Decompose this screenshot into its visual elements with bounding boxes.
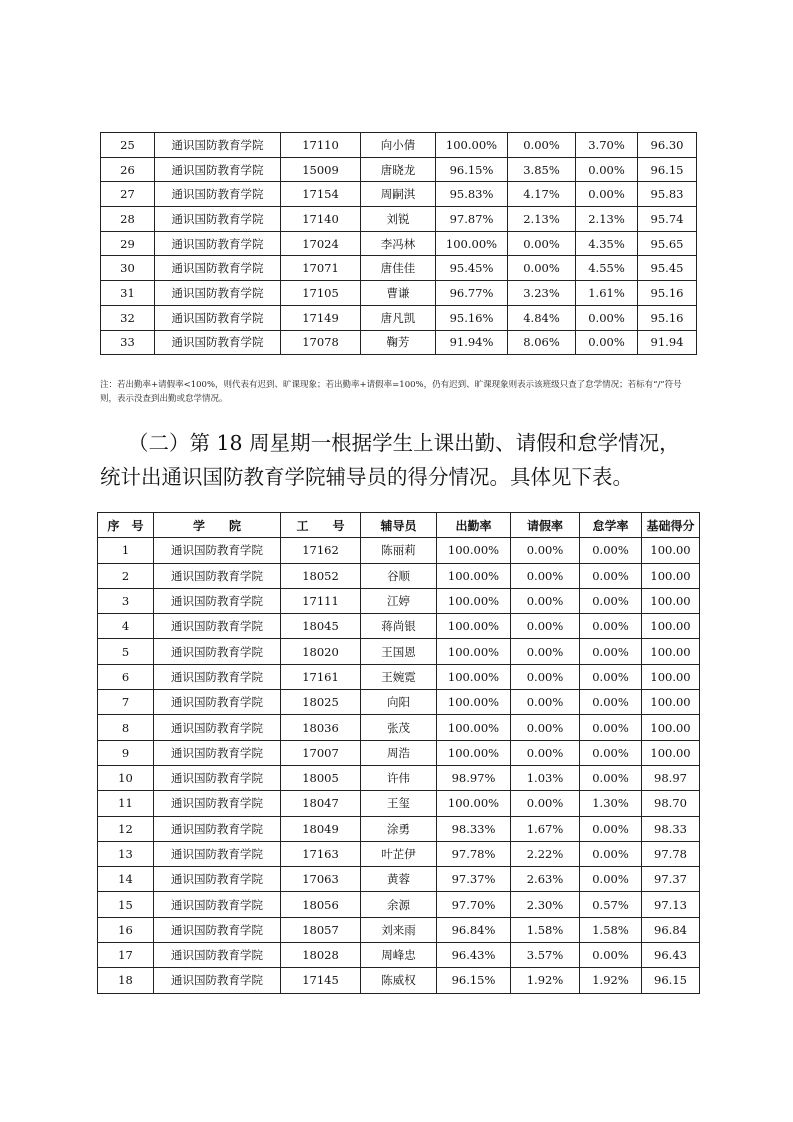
table-cell: 95.45% xyxy=(436,256,508,281)
table-cell: 通识国防教育学院 xyxy=(154,639,281,664)
table-cell: 通识国防教育学院 xyxy=(155,207,281,232)
table-cell: 蒋尚银 xyxy=(361,614,437,639)
table-cell: 0.00% xyxy=(580,867,642,892)
table-cell: 91.94% xyxy=(436,330,508,355)
table-cell: 0.00% xyxy=(580,690,642,715)
table-cell: 3.23% xyxy=(508,281,576,306)
table-cell: 9 xyxy=(98,740,154,765)
table-cell: 95.45 xyxy=(638,256,697,281)
table-cell: 97.78% xyxy=(437,841,511,866)
table2-body xyxy=(98,538,700,993)
table-cell: 100.00% xyxy=(437,740,511,765)
table-cell: 0.00% xyxy=(580,715,642,740)
table-cell: 12 xyxy=(98,816,154,841)
table-cell: 0.00% xyxy=(511,614,580,639)
section-heading-line1: （二）第 18 周星期一根据学生上课出勤、请假和怠学情况， xyxy=(128,431,680,455)
table-cell: 17007 xyxy=(281,740,361,765)
table-cell: 95.16 xyxy=(638,305,697,330)
table-row xyxy=(98,639,700,664)
table-cell: 唐晓龙 xyxy=(361,157,436,182)
table-cell: 29 xyxy=(101,231,155,256)
column-header: 怠学率 xyxy=(580,513,642,538)
table-cell: 0.57% xyxy=(580,892,642,917)
table-cell: 黄蓉 xyxy=(361,867,437,892)
table-cell: 17078 xyxy=(281,330,361,355)
table-cell: 18005 xyxy=(281,765,361,790)
table-cell: 3 xyxy=(98,588,154,613)
table-cell: 通识国防教育学院 xyxy=(154,614,281,639)
table-row xyxy=(98,841,700,866)
table-cell: 通识国防教育学院 xyxy=(155,133,281,158)
table-row xyxy=(98,538,700,563)
table-cell: 98.97 xyxy=(642,765,700,790)
table-row xyxy=(98,740,700,765)
table-cell: 17105 xyxy=(281,281,361,306)
table-cell: 30 xyxy=(101,256,155,281)
table-cell: 18 xyxy=(98,968,154,993)
table-row xyxy=(98,563,700,588)
table-cell: 通识国防教育学院 xyxy=(154,740,281,765)
table-cell: 刘锐 xyxy=(361,207,436,232)
table-cell: 余源 xyxy=(361,892,437,917)
table-cell: 刘来雨 xyxy=(361,917,437,942)
table-cell: 96.15% xyxy=(437,968,511,993)
table-cell: 0.00% xyxy=(576,157,638,182)
table-cell: 0.00% xyxy=(580,765,642,790)
table-cell: 17162 xyxy=(281,538,361,563)
table-cell: 王国恩 xyxy=(361,639,437,664)
table-cell: 通识国防教育学院 xyxy=(154,715,281,740)
table-cell: 5 xyxy=(98,639,154,664)
table-cell: 18025 xyxy=(281,690,361,715)
table-cell: 0.00% xyxy=(511,639,580,664)
table-cell: 98.33 xyxy=(642,816,700,841)
table-cell: 98.70 xyxy=(642,791,700,816)
table-cell: 95.74 xyxy=(638,207,697,232)
table-cell: 向小倩 xyxy=(361,133,436,158)
table-cell: 17145 xyxy=(281,968,361,993)
table-row xyxy=(101,305,697,330)
table-cell: 1.58% xyxy=(580,917,642,942)
table-row xyxy=(101,330,697,355)
table-cell: 2.13% xyxy=(576,207,638,232)
table-cell: 96.30 xyxy=(638,133,697,158)
table-cell: 0.00% xyxy=(580,816,642,841)
table-cell: 100.00 xyxy=(642,639,700,664)
table-cell: 通识国防教育学院 xyxy=(154,690,281,715)
table-cell: 通识国防教育学院 xyxy=(154,563,281,588)
table-cell: 通识国防教育学院 xyxy=(155,256,281,281)
table-cell: 17111 xyxy=(281,588,361,613)
table-cell: 唐凡凯 xyxy=(361,305,436,330)
table-cell: 97.78 xyxy=(642,841,700,866)
table-cell: 25 xyxy=(101,133,155,158)
table-cell: 1 xyxy=(98,538,154,563)
table-cell: 王玺 xyxy=(361,791,437,816)
table-row xyxy=(98,765,700,790)
table-cell: 18052 xyxy=(281,563,361,588)
table-cell: 4 xyxy=(98,614,154,639)
table-row xyxy=(101,182,697,207)
table-cell: 18028 xyxy=(281,943,361,968)
table-cell: 8 xyxy=(98,715,154,740)
table-cell: 17063 xyxy=(281,867,361,892)
table-cell: 0.00% xyxy=(580,740,642,765)
table-cell: 18047 xyxy=(281,791,361,816)
table-cell: 18049 xyxy=(281,816,361,841)
table-cell: 97.70% xyxy=(437,892,511,917)
table-cell: 通识国防教育学院 xyxy=(154,968,281,993)
table-cell: 4.55% xyxy=(576,256,638,281)
attendance-table-continued xyxy=(100,132,697,355)
column-header: 学 院 xyxy=(154,513,281,538)
table-cell: 100.00% xyxy=(436,231,508,256)
table-cell: 通识国防教育学院 xyxy=(154,892,281,917)
table-cell: 2.63% xyxy=(511,867,580,892)
table-cell: 31 xyxy=(101,281,155,306)
table-cell: 17163 xyxy=(281,841,361,866)
table-cell: 100.00% xyxy=(437,538,511,563)
table-note: 注：若出勤率+请假率<100%，则代表有迟到、旷课现象；若出勤率+请假率=100%，仍有迟到、旷课现象则表示该班级只查了怠学情况；若标有“/”符号则，表示没查到出勤或怠学情况。 xyxy=(100,380,682,404)
table-cell: 97.37% xyxy=(437,867,511,892)
table-cell: 97.13 xyxy=(642,892,700,917)
table-cell: 100.00 xyxy=(642,563,700,588)
table-cell: 曹谦 xyxy=(361,281,436,306)
table-cell: 0.00% xyxy=(580,841,642,866)
table-cell: 周嗣淇 xyxy=(361,182,436,207)
table-cell: 唐佳佳 xyxy=(361,256,436,281)
table-cell: 17 xyxy=(98,943,154,968)
table-row xyxy=(101,231,697,256)
table-cell: 96.15 xyxy=(638,157,697,182)
table-cell: 4.35% xyxy=(576,231,638,256)
table-cell: 1.58% xyxy=(511,917,580,942)
table-cell: 6 xyxy=(98,664,154,689)
table-cell: 陈威权 xyxy=(361,968,437,993)
table-cell: 通识国防教育学院 xyxy=(154,867,281,892)
table-cell: 8.06% xyxy=(508,330,576,355)
table-cell: 15 xyxy=(98,892,154,917)
table-cell: 0.00% xyxy=(580,639,642,664)
table2-header-row xyxy=(98,513,700,538)
table-cell: 98.97% xyxy=(437,765,511,790)
table-row xyxy=(98,816,700,841)
table-cell: 通识国防教育学院 xyxy=(155,281,281,306)
table-cell: 96.15 xyxy=(642,968,700,993)
table1-body xyxy=(101,133,697,355)
table-cell: 0.00% xyxy=(511,740,580,765)
table-cell: 2.22% xyxy=(511,841,580,866)
table-cell: 100.00% xyxy=(437,563,511,588)
table-cell: 100.00% xyxy=(437,791,511,816)
table-cell: 100.00% xyxy=(437,639,511,664)
table-cell: 0.00% xyxy=(511,563,580,588)
table-cell: 96.84 xyxy=(642,917,700,942)
table-cell: 通识国防教育学院 xyxy=(154,765,281,790)
table-cell: 江婷 xyxy=(361,588,437,613)
column-header: 请假率 xyxy=(511,513,580,538)
table-cell: 100.00 xyxy=(642,690,700,715)
table-cell: 0.00% xyxy=(508,133,576,158)
table-cell: 16 xyxy=(98,917,154,942)
table-cell: 17161 xyxy=(281,664,361,689)
table-cell: 0.00% xyxy=(580,664,642,689)
table-cell: 2 xyxy=(98,563,154,588)
table-row xyxy=(98,614,700,639)
table-cell: 18045 xyxy=(281,614,361,639)
table-cell: 96.43% xyxy=(437,943,511,968)
table-cell: 100.00 xyxy=(642,664,700,689)
table-cell: 91.94 xyxy=(638,330,697,355)
table-cell: 0.00% xyxy=(580,538,642,563)
table-row xyxy=(98,664,700,689)
table-cell: 100.00 xyxy=(642,715,700,740)
table-cell: 28 xyxy=(101,207,155,232)
table-cell: 0.00% xyxy=(580,614,642,639)
table-cell: 17110 xyxy=(281,133,361,158)
table-cell: 7 xyxy=(98,690,154,715)
table-cell: 通识国防教育学院 xyxy=(155,182,281,207)
table-cell: 3.57% xyxy=(511,943,580,968)
table-cell: 通识国防教育学院 xyxy=(155,231,281,256)
table-cell: 100.00% xyxy=(436,133,508,158)
table-row xyxy=(101,133,697,158)
table-row xyxy=(98,791,700,816)
table-cell: 通识国防教育学院 xyxy=(154,791,281,816)
table-cell: 通识国防教育学院 xyxy=(154,917,281,942)
table-cell: 95.65 xyxy=(638,231,697,256)
table-row xyxy=(98,867,700,892)
table-cell: 10 xyxy=(98,765,154,790)
table-cell: 2.13% xyxy=(508,207,576,232)
table-cell: 15009 xyxy=(281,157,361,182)
table-cell: 0.00% xyxy=(511,690,580,715)
table-cell: 95.16 xyxy=(638,281,697,306)
table-cell: 0.00% xyxy=(511,664,580,689)
table-cell: 向阳 xyxy=(361,690,437,715)
table-cell: 1.03% xyxy=(511,765,580,790)
table-cell: 14 xyxy=(98,867,154,892)
table-cell: 13 xyxy=(98,841,154,866)
table-cell: 95.83% xyxy=(436,182,508,207)
table-cell: 100.00 xyxy=(642,614,700,639)
table-cell: 4.17% xyxy=(508,182,576,207)
table-cell: 通识国防教育学院 xyxy=(155,157,281,182)
table-cell: 100.00% xyxy=(437,614,511,639)
table-cell: 陈丽莉 xyxy=(361,538,437,563)
table-cell: 1.92% xyxy=(580,968,642,993)
table-cell: 18056 xyxy=(281,892,361,917)
table-cell: 2.30% xyxy=(511,892,580,917)
table-cell: 0.00% xyxy=(576,305,638,330)
table-cell: 许伟 xyxy=(361,765,437,790)
column-header: 工 号 xyxy=(281,513,361,538)
table-cell: 鞠芳 xyxy=(361,330,436,355)
table-cell: 95.16% xyxy=(436,305,508,330)
section-heading-line2: 统计出通识国防教育学院辅导员的得分情况。具体见下表。 xyxy=(100,465,633,489)
table-cell: 100.00 xyxy=(642,740,700,765)
table-row xyxy=(98,968,700,993)
table-cell: 0.00% xyxy=(511,588,580,613)
table-cell: 通识国防教育学院 xyxy=(155,305,281,330)
table-cell: 1.67% xyxy=(511,816,580,841)
table-row xyxy=(98,917,700,942)
table-cell: 100.00 xyxy=(642,538,700,563)
table-cell: 李冯林 xyxy=(361,231,436,256)
table-cell: 100.00% xyxy=(437,588,511,613)
table-cell: 0.00% xyxy=(511,538,580,563)
table-cell: 通识国防教育学院 xyxy=(154,588,281,613)
table-cell: 18057 xyxy=(281,917,361,942)
table-row xyxy=(98,943,700,968)
table-cell: 0.00% xyxy=(511,791,580,816)
table-cell: 96.77% xyxy=(436,281,508,306)
table-cell: 97.37 xyxy=(642,867,700,892)
table-cell: 通识国防教育学院 xyxy=(154,664,281,689)
table-cell: 0.00% xyxy=(508,256,576,281)
table-cell: 通识国防教育学院 xyxy=(154,538,281,563)
table-cell: 3.70% xyxy=(576,133,638,158)
table-cell: 96.84% xyxy=(437,917,511,942)
table-cell: 周峰忠 xyxy=(361,943,437,968)
table-cell: 96.43 xyxy=(642,943,700,968)
column-header: 基础得分 xyxy=(642,513,700,538)
table-cell: 0.00% xyxy=(576,330,638,355)
table-cell: 叶芷伊 xyxy=(361,841,437,866)
table-cell: 0.00% xyxy=(580,943,642,968)
table-cell: 通识国防教育学院 xyxy=(155,330,281,355)
table-cell: 0.00% xyxy=(511,715,580,740)
table-cell: 100.00% xyxy=(437,664,511,689)
table-row xyxy=(101,157,697,182)
table-cell: 17024 xyxy=(281,231,361,256)
table-cell: 17149 xyxy=(281,305,361,330)
table-row xyxy=(98,690,700,715)
column-header: 出勤率 xyxy=(437,513,511,538)
table-cell: 周浩 xyxy=(361,740,437,765)
counselor-score-table xyxy=(97,512,700,994)
table-cell: 17154 xyxy=(281,182,361,207)
table-cell: 11 xyxy=(98,791,154,816)
table-row xyxy=(101,207,697,232)
table-cell: 谷顺 xyxy=(361,563,437,588)
table-row xyxy=(101,281,697,306)
table-cell: 26 xyxy=(101,157,155,182)
table-cell: 通识国防教育学院 xyxy=(154,943,281,968)
table-cell: 17071 xyxy=(281,256,361,281)
table-cell: 27 xyxy=(101,182,155,207)
table-cell: 0.00% xyxy=(580,588,642,613)
table-cell: 通识国防教育学院 xyxy=(154,841,281,866)
table-row xyxy=(98,588,700,613)
table-cell: 18020 xyxy=(281,639,361,664)
column-header: 辅导员 xyxy=(361,513,437,538)
table-cell: 1.30% xyxy=(580,791,642,816)
table-cell: 100.00% xyxy=(437,690,511,715)
table-cell: 0.00% xyxy=(508,231,576,256)
table-cell: 17140 xyxy=(281,207,361,232)
table-cell: 1.61% xyxy=(576,281,638,306)
table-cell: 32 xyxy=(101,305,155,330)
table-cell: 张茂 xyxy=(361,715,437,740)
table-cell: 98.33% xyxy=(437,816,511,841)
table-cell: 涂勇 xyxy=(361,816,437,841)
table-cell: 王婉霓 xyxy=(361,664,437,689)
table-cell: 1.92% xyxy=(511,968,580,993)
table-cell: 3.85% xyxy=(508,157,576,182)
table-cell: 100.00% xyxy=(437,715,511,740)
table-row xyxy=(101,256,697,281)
table-row xyxy=(98,715,700,740)
table-cell: 95.83 xyxy=(638,182,697,207)
column-header: 序 号 xyxy=(98,513,154,538)
table-cell: 0.00% xyxy=(580,563,642,588)
table-cell: 96.15% xyxy=(436,157,508,182)
table-cell: 0.00% xyxy=(576,182,638,207)
table-cell: 通识国防教育学院 xyxy=(154,816,281,841)
table-row xyxy=(98,892,700,917)
table-cell: 100.00 xyxy=(642,588,700,613)
table-cell: 18036 xyxy=(281,715,361,740)
table-cell: 4.84% xyxy=(508,305,576,330)
table-cell: 97.87% xyxy=(436,207,508,232)
table-cell: 33 xyxy=(101,330,155,355)
